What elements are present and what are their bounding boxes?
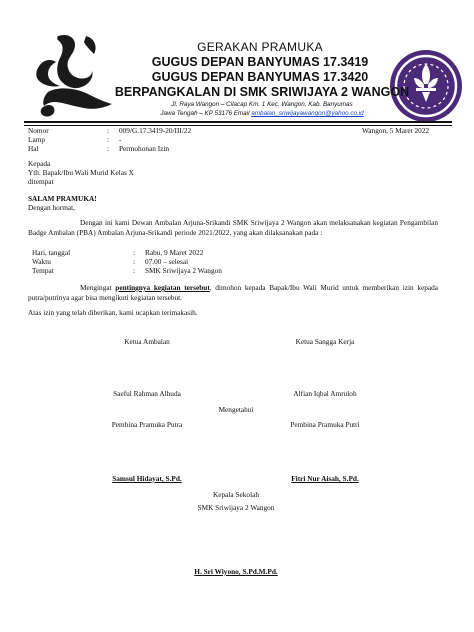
address-line-2: [92, 110, 432, 117]
nomor-colon: :: [107, 126, 110, 135]
schedule-label-2: Tempat: [32, 266, 54, 275]
para2-suffix: , dimohon kepada Bapak/Ibu Wali Murid untuk memberikan izin kepada putra/putrinya agar bisa mengikuti kegiatan tersebut.: [28, 283, 438, 302]
sig-right-name: Alfian Iqbal Amruloh: [293, 389, 357, 398]
nomor-label: Nomor: [28, 126, 49, 135]
kepala-sekolah-school: SMK Sriwijaya 2 Wangon: [197, 503, 275, 512]
recipient-kepada: Kepada: [28, 159, 51, 168]
greeting: Dengan hormat,: [28, 203, 76, 212]
schedule-colon-0: :: [133, 248, 136, 257]
lamp-value: -: [119, 135, 122, 144]
para2-emphasis: pentingnya kegiatan tersebut: [115, 283, 210, 292]
address-line-1: Jl. Raya Wangon – Cilacap Km. 1 Kec. Wangon, Kab. Banyumas: [171, 101, 353, 108]
schedule-colon-2: :: [133, 266, 136, 275]
gugus-depan-2: GUGUS DEPAN BANYUMAS 17.3420: [151, 70, 369, 84]
kepala-sekolah-title: Kepala Sekolah: [213, 490, 259, 499]
schedule-colon-1: :: [133, 257, 136, 266]
header-rule-thick: [24, 121, 452, 123]
body-paragraph-2: [28, 283, 438, 302]
schedule-value-2: SMK Sriwijaya 2 Wangon: [145, 266, 222, 275]
sig-left-name: Saeful Rahman Alhuda: [113, 389, 181, 398]
org-name: GERAKAN PRAMUKA: [197, 40, 323, 54]
schedule-label-1: Waktu: [32, 257, 51, 266]
tunas-kelapa-icon: [28, 30, 118, 122]
kepala-sekolah-name: H. Sri Wiyono, S.Pd.M.Pd.: [194, 567, 278, 576]
schedule-value-0: Rabu, 9 Maret 2022: [145, 248, 204, 257]
salam-pramuka: SALAM PRAMUKA!: [28, 194, 97, 203]
body-paragraph-3: Atas izin yang telah diberikan, kami ucapkan terimakasih.: [28, 308, 198, 317]
schedule-label-0: Hari, tanggal: [32, 248, 71, 257]
recipient-name: Yth. Bapak/Ibu Wali Murid Kelas X: [28, 168, 134, 177]
hal-colon: :: [107, 144, 110, 153]
address-line-2-text: Jawa Tengah – KP 53176 Email: [160, 110, 252, 117]
hal-label: Hal: [28, 144, 39, 153]
body-paragraph-1: Dengan ini kami Dewan Ambalan Arjuna-Srikandi SMK Sriwijaya 2 Wangon akan melaksanakan kegiatan Pengambilan Badge Ambalan (PBA) Ambalan Arjuna-Srikandi periode 2021/2022, yang akan dilaksanakan pada :: [28, 218, 438, 237]
sig-left-title: Ketua Ambalan: [124, 337, 170, 346]
nomor-value: 009/G.17.3419-20/III/22: [119, 126, 192, 135]
sig-right-role: Pembina Pramuka Putri: [290, 420, 360, 429]
letter-date: Wangon, 5 Maret 2022: [362, 126, 430, 135]
hal-value: Permohonan Izin: [119, 144, 170, 153]
recipient-place: ditempat: [28, 177, 54, 186]
gugus-depan-1: GUGUS DEPAN BANYUMAS 17.3419: [151, 55, 369, 69]
sig-left-role-name: Samsul Hidayat, S.Pd.: [112, 474, 182, 483]
lamp-label: Lamp: [28, 135, 46, 144]
sig-left-role: Pembina Pramuka Putra: [111, 420, 183, 429]
sig-right-title: Ketua Sangga Kerja: [295, 337, 355, 346]
schedule-value-1: 07.00 – selesai: [145, 257, 189, 266]
email-link[interactable]: ambalan_sriwijayawangon@yahoo.co.id: [251, 110, 364, 117]
sig-right-role-name: Fitri Nur Aisah, S.Pd.: [291, 474, 359, 483]
base-school: BERPANGKALAN DI SMK SRIWIJAYA 2 WANGON: [114, 85, 410, 99]
lamp-colon: :: [107, 135, 110, 144]
mengetahui-label: Mengetahui: [218, 405, 254, 414]
para2-prefix: Mengingat: [80, 283, 116, 292]
